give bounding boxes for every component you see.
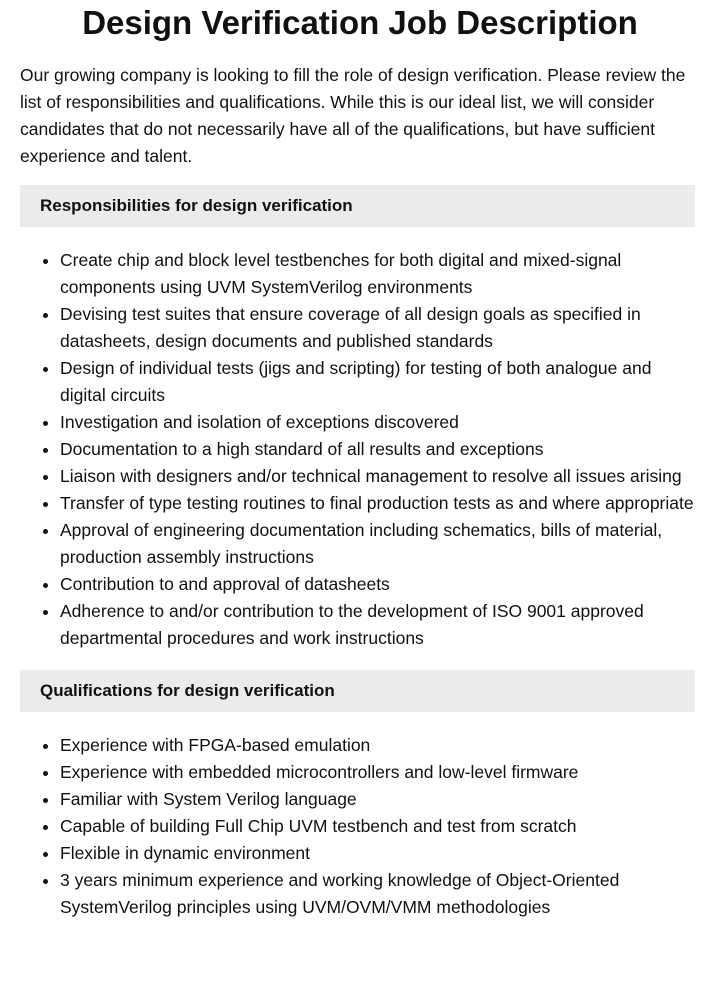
list-item: • Capable of building Full Chip UVM testbench and test from scratch — [60, 813, 700, 840]
responsibilities-list — [20, 247, 700, 652]
qualifications-heading: Qualifications for design verification — [20, 670, 695, 712]
list-item: • Documentation to a high standard of all results and exceptions — [60, 436, 700, 463]
page-title: Design Verification Job Description — [82, 4, 638, 41]
list-item: • Design of individual tests (jigs and scripting) for testing of both analogue and digital circuits — [60, 355, 700, 409]
list-item: • Devising test suites that ensure coverage of all design goals as specified in datasheets, design documents and published standards — [60, 301, 700, 355]
list-item: • Investigation and isolation of exceptions discovered — [60, 409, 700, 436]
list-item: • Create chip and block level testbenches for both digital and mixed-signal components using UVM SystemVerilog environments — [60, 247, 700, 301]
list-item: • Contribution to and approval of datasheets — [60, 571, 700, 598]
list-item: • Approval of engineering documentation including schematics, bills of material, production assembly instructions — [60, 517, 700, 571]
list-item: • Adherence to and/or contribution to the development of ISO 9001 approved departmental procedures and work instructions — [60, 598, 700, 652]
intro-text: Our growing company is looking to fill the role of design verification. Please review the list of responsibilities and qualifications. While this is our ideal list, we will consider candidates that do not necessarily have all of the qualifications, but have sufficient experience and talent. — [20, 65, 686, 166]
list-item: • Flexible in dynamic environment — [60, 840, 700, 867]
list-item: • Liaison with designers and/or technical management to resolve all issues arising — [60, 463, 700, 490]
list-item: • Familiar with System Verilog language — [60, 786, 700, 813]
list-item: • Experience with embedded microcontrollers and low-level firmware — [60, 759, 700, 786]
qualifications-list — [20, 732, 700, 921]
list-item: • 3 years minimum experience and working knowledge of Object-Oriented SystemVerilog principles using UVM/OVM/VMM methodologies — [60, 867, 700, 921]
list-item: • Transfer of type testing routines to final production tests as and where appropriate — [60, 490, 700, 517]
responsibilities-heading: Responsibilities for design verification — [20, 185, 695, 227]
list-item: • Experience with FPGA-based emulation — [60, 732, 700, 759]
